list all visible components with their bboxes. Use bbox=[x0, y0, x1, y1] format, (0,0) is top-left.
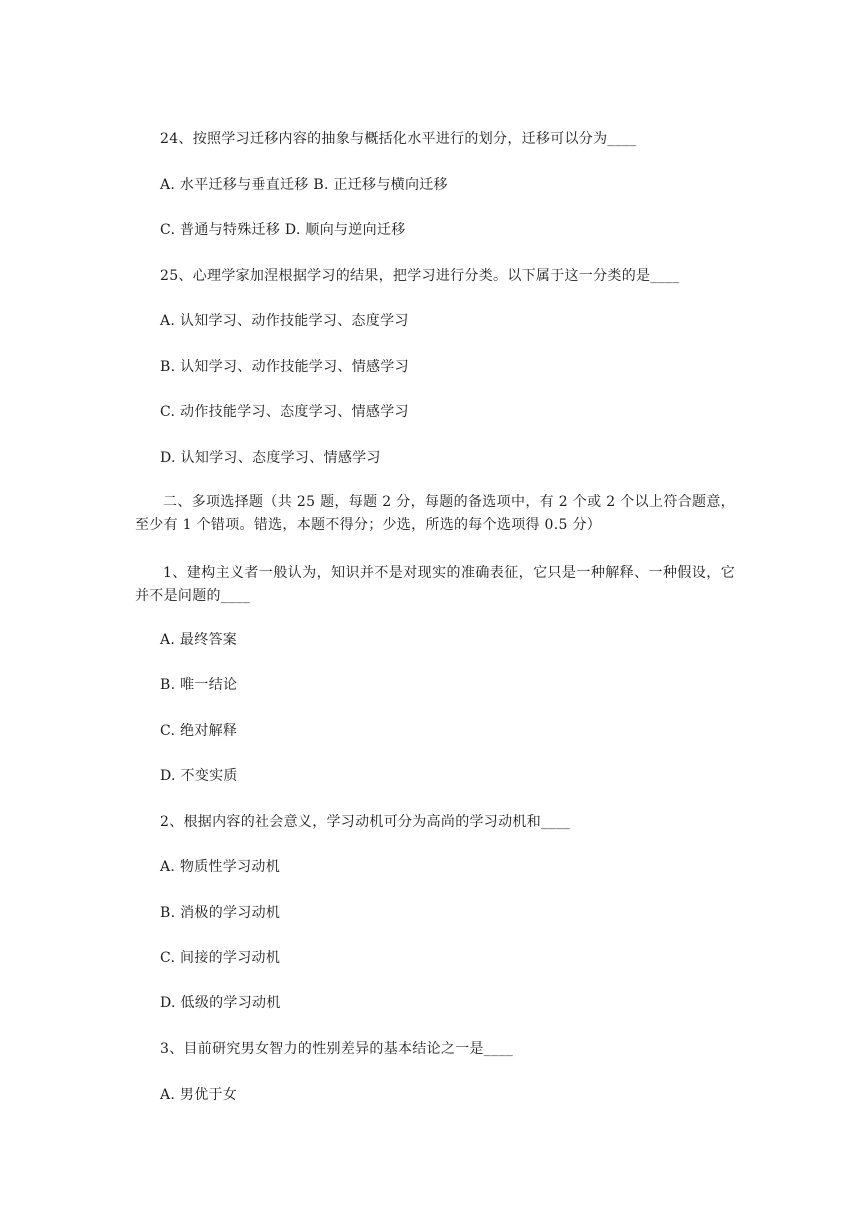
multi-question-2-option-b: B. 消极的学习动机 bbox=[160, 905, 281, 921]
multi-question-1-option-c: C. 绝对解释 bbox=[160, 723, 238, 739]
question-25-option-b: B. 认知学习、动作技能学习、情感学习 bbox=[160, 359, 409, 375]
multi-question-3-stem: 3、目前研究男女智力的性别差异的基本结论之一是____ bbox=[160, 1041, 514, 1057]
question-25-option-c: C. 动作技能学习、态度学习、情感学习 bbox=[160, 404, 409, 420]
question-25-option-a: A. 认知学习、动作技能学习、态度学习 bbox=[160, 313, 409, 329]
question-24-options-ab: A. 水平迁移与垂直迁移 B. 正迁移与横向迁移 bbox=[160, 177, 448, 193]
multi-question-3-option-a: A. 男优于女 bbox=[160, 1087, 238, 1103]
multi-question-1-option-a: A. 最终答案 bbox=[160, 632, 238, 648]
multi-question-2-option-c: C. 间接的学习动机 bbox=[160, 950, 281, 966]
section-2-heading: 二、多项选择题（共 25 题，每题 2 分，每题的备选项中，有 2 个或 2 个以上符合题意，至少有 1 个错项。错选，本题不得分；少选，所选的每个选项得 0.5 分） bbox=[135, 494, 735, 533]
multi-question-1-stem: 1、建构主义者一般认为，知识并不是对现实的准确表征，它只是一种解释、一种假设，它并不是问题的____ bbox=[135, 565, 735, 604]
question-25-option-d: D. 认知学习、态度学习、情感学习 bbox=[160, 450, 381, 466]
question-24-options-cd: C. 普通与特殊迁移 D. 顺向与逆向迁移 bbox=[160, 222, 406, 238]
multi-question-2-option-d: D. 低级的学习动机 bbox=[160, 995, 281, 1011]
question-25-stem: 25、心理学家加涅根据学习的结果，把学习进行分类。以下属于这一分类的是____ bbox=[160, 268, 680, 284]
question-24-stem: 24、按照学习迁移内容的抽象与概括化水平进行的划分，迁移可以分为____ bbox=[160, 131, 637, 147]
multi-question-2-option-a: A. 物质性学习动机 bbox=[160, 859, 281, 875]
multi-question-1-option-d: D. 不变实质 bbox=[160, 768, 238, 784]
multi-question-2-stem: 2、根据内容的社会意义，学习动机可分为高尚的学习动机和____ bbox=[160, 814, 571, 830]
multi-question-1-option-b: B. 唯一结论 bbox=[160, 677, 238, 693]
